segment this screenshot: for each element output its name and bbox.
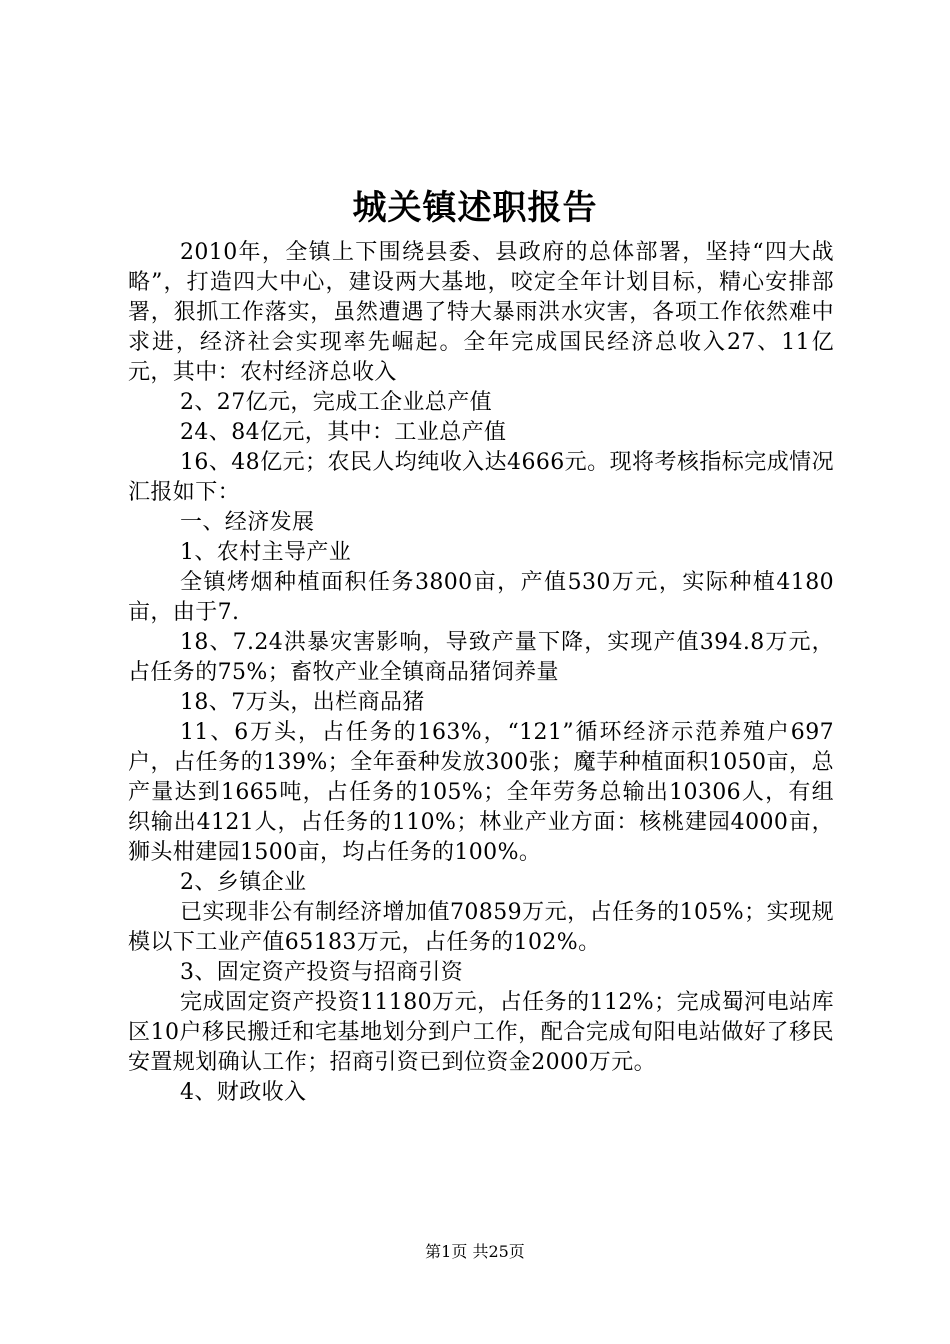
paragraph: 18、7.24洪暴灾害影响，导致产量下降，实现产值394.8万元，占任务的75%；畜牧产业全镇商品猪饲养量 [128,630,834,685]
paragraph: 11、6万头，占任务的163%，“121”循环经济示范养殖户697户，占任务的139%；全年蚕种发放300张；魔芋种植面积1050亩，总产量达到1665吨，占任务的105%；全年劳务总输出10306人，有组织输出4121人，占任务的110%；林业产业方面：核桃建园4000亩，狮头柑建园1500亩，均占任务的100%。 [128,720,834,865]
section-heading: 一、经济发展 [180,510,315,535]
document-title: 城关镇述职报告 [352,188,598,228]
paragraph: 2、27亿元，完成工企业总产值 [180,390,492,415]
subsection-heading: 4、财政收入 [180,1080,307,1105]
paragraph: 16、48亿元；农民人均纯收入达4666元。现将考核指标完成情况汇报如下： [128,450,834,505]
subsection-heading: 3、固定资产投资与招商引资 [180,960,464,985]
page-footer [0,1240,950,1264]
paragraph: 全镇烤烟种植面积任务3800亩，产值530万元，实际种植4180亩，由于7. [128,570,834,625]
paragraph: 已实现非公有制经济增加值70859万元，占任务的105%；实现规模以下工业产值65183万元，占任务的102%。 [128,900,834,955]
page-number-label: 第1页 共25页 [425,1242,525,1261]
paragraph: 完成固定资产投资11180万元，占任务的112%；完成蜀河电站库区10户移民搬迁和宅基地划分到户工作，配合完成旬阳电站做好了移民安置规划确认工作；招商引资已到位资金2000万元。 [128,990,834,1075]
subsection-heading: 1、农村主导产业 [180,540,352,565]
paragraph: 2010年，全镇上下围绕县委、县政府的总体部署，坚持“四大战略”，打造四大中心，建设两大基地，咬定全年计划目标，精心安排部署，狠抓工作落实，虽然遭遇了特大暴雨洪水灾害，各项工作依然难中求进，经济社会实现率先崛起。全年完成国民经济总收入27、11亿元，其中：农村经济总收入 [128,240,834,385]
paragraph: 24、84亿元，其中：工业总产值 [180,420,507,445]
document-body [128,238,834,1108]
paragraph: 18、7万头，出栏商品猪 [180,690,425,715]
subsection-heading: 2、乡镇企业 [180,870,307,895]
